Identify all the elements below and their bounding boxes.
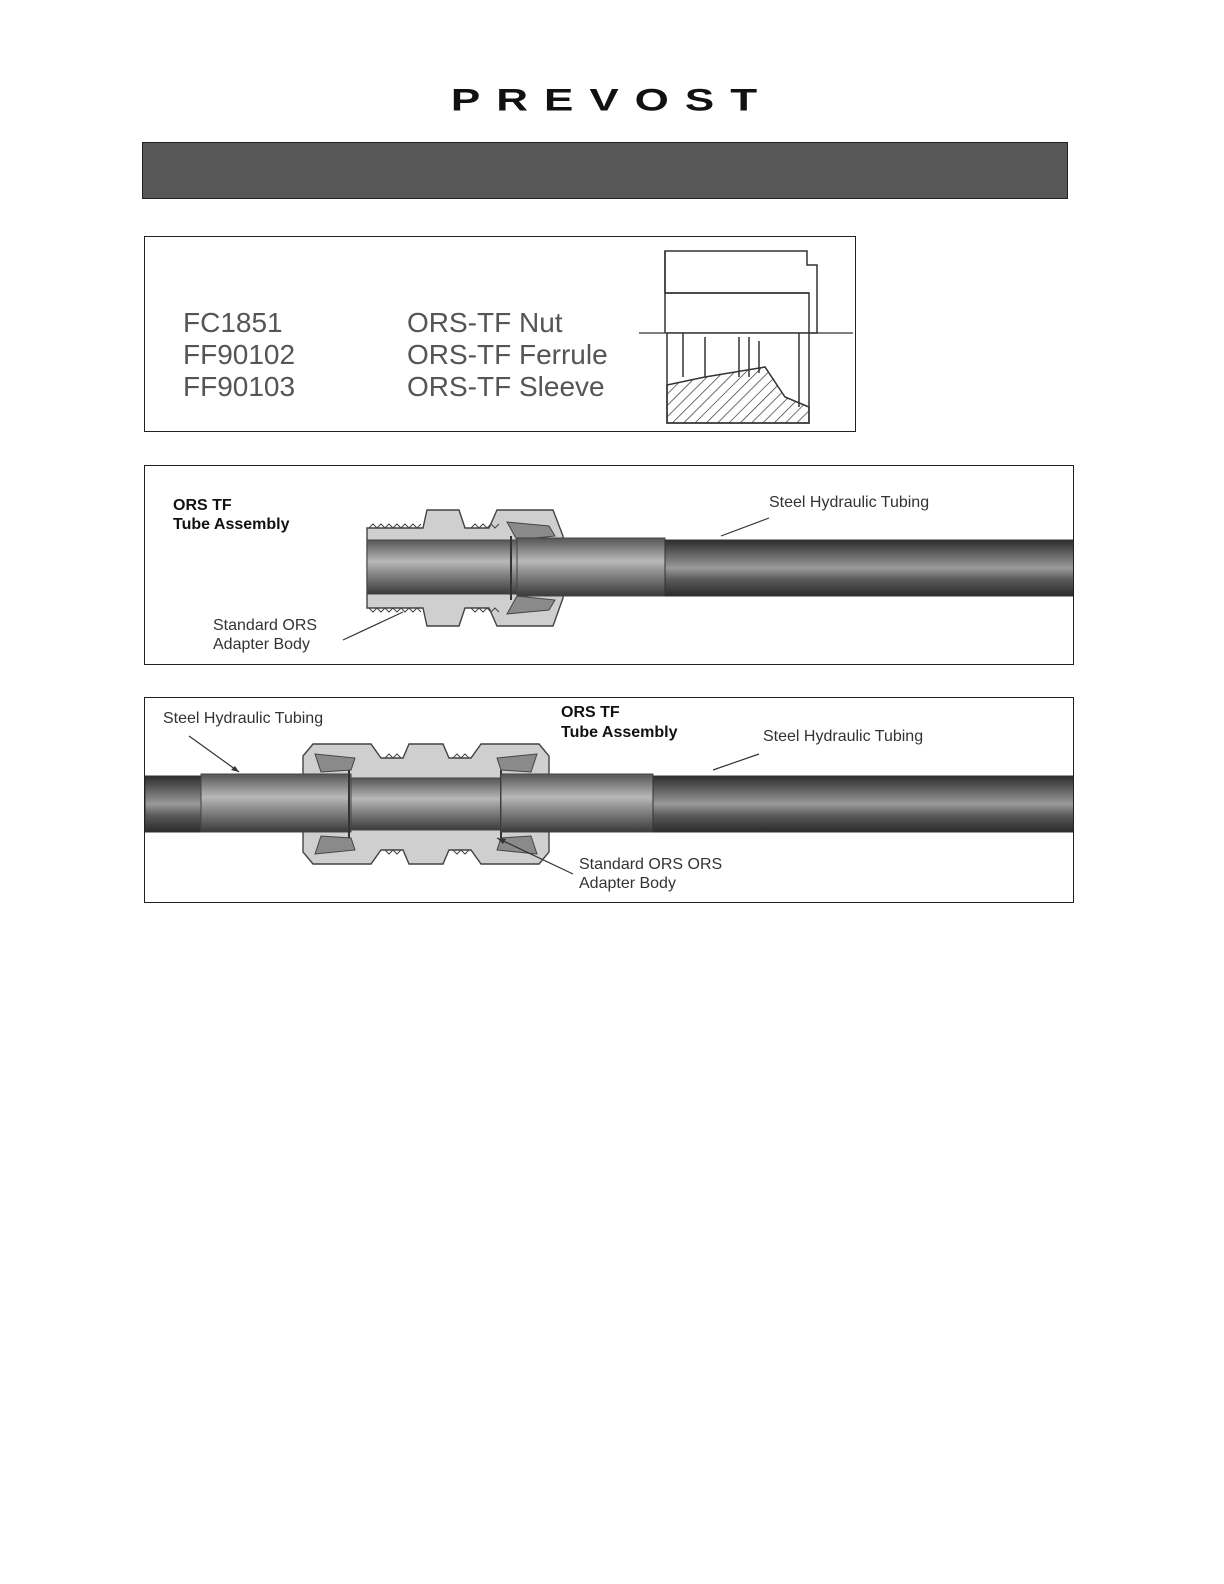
- part-description: ORS-TF Nut: [407, 307, 563, 338]
- part-description: ORS-TF Ferrule: [407, 339, 608, 370]
- part-description: ORS-TF Sleeve: [407, 371, 605, 402]
- logo-text: PREVOST: [450, 82, 774, 118]
- adapter-label: Adapter Body: [579, 875, 676, 892]
- adapter-label: Adapter Body: [213, 636, 310, 653]
- part-number: FF90102: [183, 339, 296, 370]
- part-number: FF90103: [183, 371, 296, 402]
- diagram-title: Tube Assembly: [561, 724, 678, 741]
- tubing-label-left: Steel Hydraulic Tubing: [163, 710, 324, 727]
- diagram-title: ORS TF: [561, 704, 620, 721]
- section-title-bar: [142, 142, 1068, 199]
- adapter-label: Standard ORS ORS: [579, 856, 723, 873]
- nut-section-drawing: [145, 237, 856, 432]
- diagram-title: ORS TF: [173, 497, 232, 514]
- parts-list-panel: [144, 236, 856, 432]
- tube-assembly-diagram-1: [144, 465, 1074, 665]
- tubing-label-right: Steel Hydraulic Tubing: [763, 728, 924, 745]
- diagram-title: Tube Assembly: [173, 516, 290, 533]
- adapter-label: Standard ORS: [213, 617, 318, 634]
- prevost-logo: [440, 76, 784, 120]
- part-number: FC1851: [183, 307, 283, 338]
- tubing-label: Steel Hydraulic Tubing: [769, 494, 930, 511]
- tube-assembly-diagram-2: [144, 697, 1074, 903]
